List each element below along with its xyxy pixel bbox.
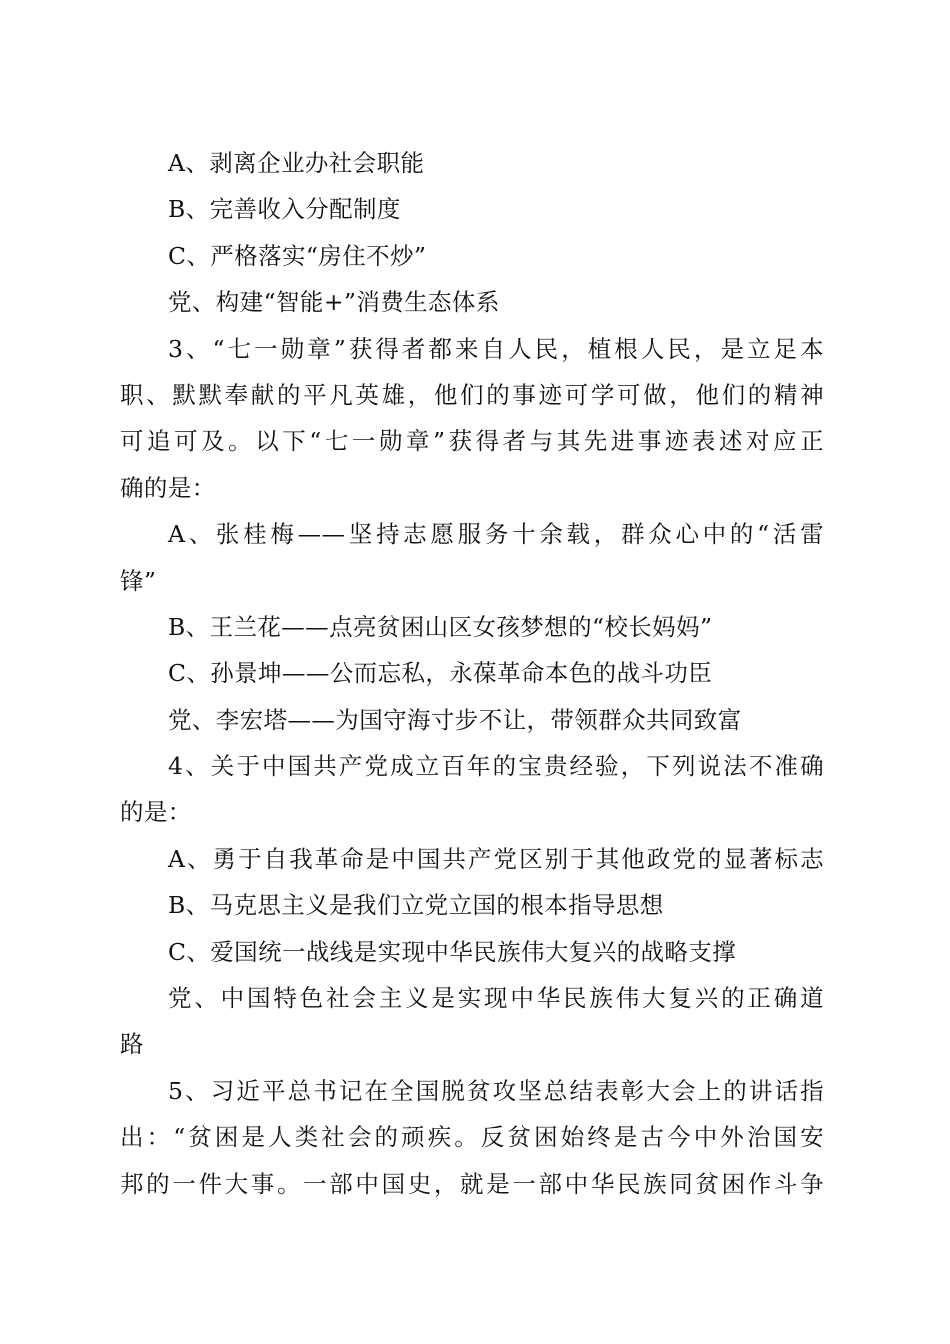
question-3-line-2: 职、默默奉献的平凡英雄，他们的事迹可学可做，他们的精神	[120, 380, 824, 409]
option-c-q3: C、孙景坤——公而忘私，永葆革命本色的战斗功臣	[168, 659, 713, 688]
option-a-q4: A、勇于自我革命是中国共产党区别于其他政党的显著标志	[168, 844, 824, 873]
option-b-q2: B、完善收入分配制度	[168, 195, 401, 224]
option-a-q3-line-2: 锋”	[120, 566, 157, 595]
option-d-q4-line-2: 路	[120, 1030, 144, 1059]
option-a-q2: A、剥离企业办社会职能	[168, 149, 425, 177]
document-page	[120, 140, 824, 1207]
option-b-q3: B、王兰花——点亮贫困山区女孩梦想的“校长妈妈”	[168, 612, 713, 641]
option-d-q2: 党、构建“智能+”消费生态体系	[168, 288, 500, 317]
option-c-q2: C、严格落实“房住不炒”	[168, 241, 427, 270]
question-4-line-2: 的是：	[120, 798, 192, 827]
question-5-line-3: 邦的一件大事。一部中国史，就是一部中华民族同贫困作斗争	[120, 1169, 824, 1198]
option-c-q4: C、爱国统一战线是实现中华民族伟大复兴的战略支撑	[168, 937, 737, 966]
option-d-q4-line-1: 党、中国特色社会主义是实现中华民族伟大复兴的正确道	[168, 984, 824, 1013]
option-a-q3-line-1: A、张桂梅——坚持志愿服务十余载，群众心中的“活雷	[168, 520, 824, 549]
question-3-line-1: 3、“七一勋章”获得者都来自人民，植根人民，是立足本	[168, 334, 824, 363]
question-4-line-1: 4、关于中国共产党成立百年的宝贵经验，下列说法不准确	[168, 752, 824, 781]
question-5-line-2: 出：“贫困是人类社会的顽疾。反贫困始终是古今中外治国安	[120, 1123, 824, 1152]
option-b-q4: B、马克思主义是我们立党立国的根本指导思想	[168, 891, 664, 920]
option-d-q3: 党、李宏塔——为国守海寸步不让，带领群众共同致富	[168, 705, 742, 734]
question-3-line-3: 可追可及。以下“七一勋章”获得者与其先进事迹表述对应正	[120, 427, 824, 456]
question-5-line-1: 5、习近平总书记在全国脱贫攻坚总结表彰大会上的讲话指	[168, 1076, 824, 1105]
question-3-line-4: 确的是：	[120, 473, 216, 502]
